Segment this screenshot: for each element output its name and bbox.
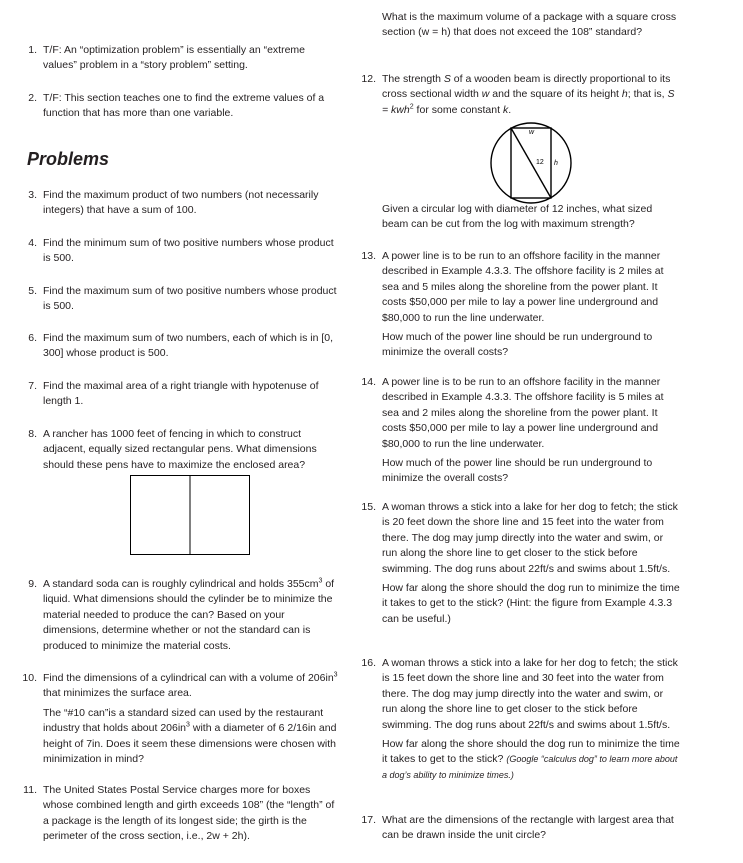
problem-number: 8.: [28, 428, 37, 440]
problem-text: A woman throws a stick into a lake for her dog to fetch; the stick is 20 feet down the shore line and 15 feet into the water from there. The dog may jump directly into the water and swim, or run along the shore line to get closer to the stick before swimming. The dog runs about 22ft/s and swims about 1.5ft/s. How far along the shore should the dog run to minimize the time it takes to get to the stick? (Hint: the figure from Example 4.3.3 can be useful.): [382, 501, 680, 625]
problem-text: Find the maximum sum of two numbers, each of which is in [0, 300] whose product is 500.: [43, 332, 334, 360]
problem-number: 3.: [28, 189, 37, 201]
problem-number: 7.: [28, 380, 37, 392]
problem-text: A standard soda can is roughly cylindrical and holds $355cm^3$ of liquid. What dimensions should the cylinder be to minimize the material needed to produce the can? Based on your dimensions, determine whether or not the standard can is produced to minimize the material costs.: [43, 577, 335, 652]
problem-number: 6.: [28, 332, 37, 344]
problem-text: Find the maximum sum of two positive numbers whose product is 500.: [43, 285, 337, 313]
problem-number: 9.: [28, 578, 37, 590]
beam-in-log-figure: [488, 120, 574, 206]
problem-number: 11.: [23, 784, 37, 796]
problem-text: What is the maximum volume of a package with a square cross section (w = h) that does not exceed the 108” standard?: [382, 11, 677, 39]
section-title: Problems: [27, 149, 110, 169]
height-label: h: [554, 160, 558, 167]
problem-number: 13.: [361, 250, 376, 262]
problem-text: The strength S of a wooden beam is directly proportional to its cross sectional width w and the square of its height h; that is, S = kwh$^2$ for some constant k.: [382, 73, 675, 116]
problem-number: 14.: [361, 376, 376, 388]
problem-number: 10.: [22, 672, 37, 684]
problem-text: A power line is to be run to an offshore facility in the manner described in Example 4.3.3. The offshore facility is 5 miles at sea and 2 miles along the shoreline from the power plant. It costs $50,000 per mile to lay a power line underground and $80,000 to run the line underwater. How much of the power line should be run underground to minimize the overall costs?: [382, 376, 664, 485]
problem-text: Find the minimum sum of two positive numbers whose product is 500.: [43, 237, 334, 265]
problem-text: Find the maximal area of a right triangle with hypotenuse of length 1.: [43, 380, 319, 408]
problem-text: T/F: An “optimization problem” is essentially an “extreme values” problem in a “story problem” setting.: [43, 44, 306, 72]
problem-text: A woman throws a stick into a lake for her dog to fetch; the stick is 15 feet down the shore line and 30 feet into the water from there. The dog may jump directly into the water and swim, or run along the shore line to get closer to the stick before swimming. The dog runs about 22ft/s and swims about 1.5ft/s. How far along the shore should the dog run to minimize the time it takes to get to the stick? (Google “calculus dog” to learn more about a dog’s ability to minimize times.): [382, 657, 680, 780]
problem-text: Find the maximum product of two numbers (not necessarily integers) that have a sum of 100.: [43, 189, 319, 217]
width-label: w: [529, 129, 535, 136]
problem-number: 1.: [28, 44, 37, 56]
problem-number: 17.: [361, 814, 376, 826]
problem-number: 2.: [28, 92, 37, 104]
problem-number: 5.: [28, 285, 37, 297]
problem-text: T/F: This section teaches one to find the extreme values of a function that has more than one variable.: [43, 92, 325, 120]
problem-number: 4.: [28, 237, 37, 249]
problem-text: A rancher has 1000 feet of fencing in which to construct adjacent, equally sized rectangular pens. What dimensions should these pens have to maximize the enclosed area?: [43, 428, 317, 471]
problem-text: What are the dimensions of the rectangle with largest area that can be drawn inside the unit circle?: [382, 814, 674, 842]
problem-text: A power line is to be run to an offshore facility in the manner described in Example 4.3.3. The offshore facility is 2 miles at sea and 5 miles along the shoreline from the power plant. It costs $50,000 per mile to lay a power line underground and $80,000 to run the line underwater. How much of the power line should be run underground to minimize the overall costs?: [382, 250, 664, 359]
problem-text: Find the dimensions of a cylindrical can with a volume of $206in^3$ that minimizes the surface area. The “#10 can”is a standard sized can used by the restaurant industry that holds about $206in^3$ with a diameter of 6 2/16in and height of 7in. Does it seem these dimensions were chosen with minimization in mind?: [43, 671, 338, 766]
problem-number: 15.: [361, 501, 376, 513]
problem-text: The United States Postal Service charges more for boxes whose combined length and girth exceeds 108” (the “length” of a package is the length of its longest side; the girth is the perimeter of the cross section, i.e., 2w + 2h).: [43, 784, 335, 843]
diameter-label: 12: [536, 159, 544, 166]
problem-number: 12.: [361, 73, 376, 85]
problem-number: 16.: [361, 657, 376, 669]
diameter-line: [511, 128, 551, 198]
fence-pens-figure: [130, 475, 250, 555]
problem-text: Given a circular log with diameter of 12 inches, what sized beam can be cut from the log with maximum strength?: [382, 203, 653, 231]
